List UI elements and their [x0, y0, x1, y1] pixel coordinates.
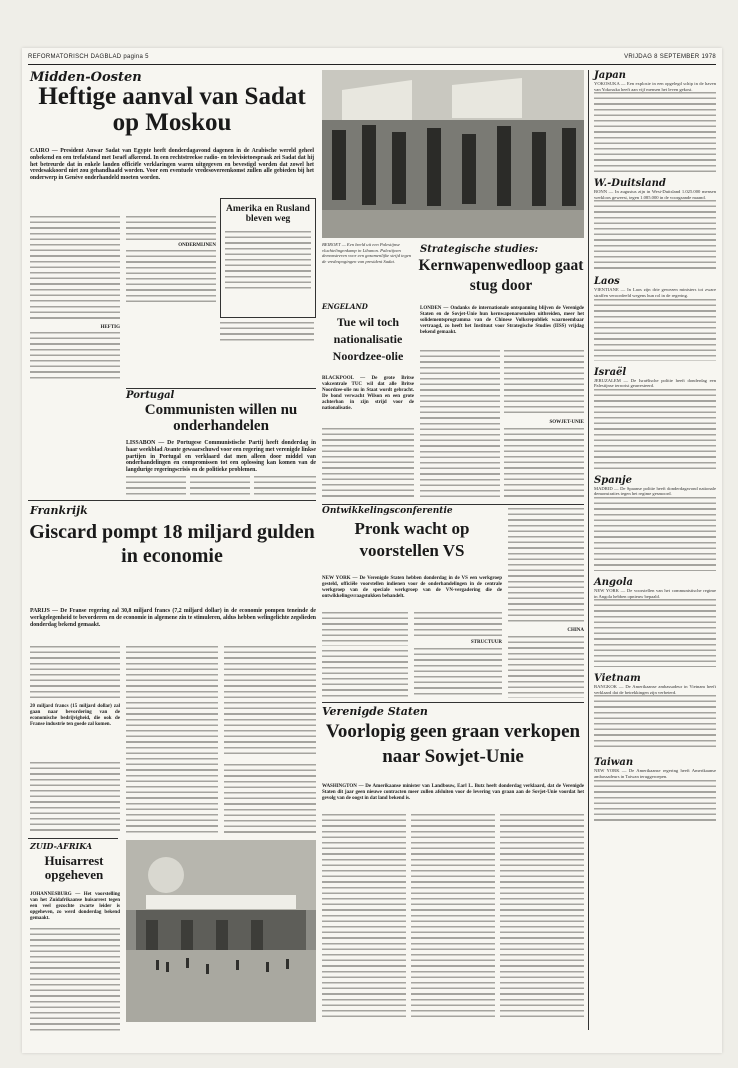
sidebar-title-w-duitsland: W.-Duitsland	[594, 178, 666, 190]
photo-beirut-image	[322, 70, 584, 238]
photo-parade	[126, 840, 316, 1022]
masthead-right: VRIJDAG 8 SEPTEMBER 1978	[624, 54, 716, 60]
photo-parade-image	[126, 840, 316, 1022]
sidebar-lines-spanje	[594, 497, 716, 571]
body-amerika-tail	[220, 322, 314, 342]
sidebar-body-w-duitsland: BONN — In augustus zijn in West-Duitsland 1.025.000 mensen werkloos geweest, tegen 1.085.000 in de voorgaande maand.	[594, 189, 716, 200]
lead-kernwapen: LONDEN — Ondanks de internationale ontspanning blijven de Verenigde Staten en de Sovjet-Unie hun kernwapenarsenalen uitbreiden, meer het solidementsprogramma van de Chinese Volksrepubliek waarneembaar vertraagd, zo heeft het Instituut voor Strategische Studies (IISS) vrijdag bekend gemaakt.	[420, 306, 584, 335]
sidebar-lines-angola	[594, 599, 716, 667]
body-pronk-col1b	[322, 650, 408, 698]
sidebar-body-angola: NEW YORK — De voorstellen van het communistische regime in Angola hebben opnieuw bepaald.	[594, 587, 716, 599]
body-giscard-col1	[30, 646, 120, 702]
lead-engeland: BLACKPOOL — De grote Britse vakcentrale TUC wil dat alle Britse Noordzee-olie nu in Staat wordt gebracht. De bond verwacht Wilson en een grote achterban in zijn strijd voor de nationalisatie.	[322, 376, 414, 411]
sidebar-title-vietnam: Vietnam	[594, 673, 641, 685]
masthead-left: REFORMATORISCH DAGBLAD pagina 5	[28, 54, 149, 60]
sidebar-title-angola: Angola	[594, 576, 633, 588]
body-portugal-col2	[190, 476, 250, 496]
body-giscard-col2	[126, 646, 218, 834]
photo-beirut	[322, 70, 584, 238]
body-kernwapen-col1	[420, 350, 500, 500]
sidebar-body-israel: JERUZALEM — De Israëlische politie heeft donderdag een Palestijnse terrorist gearresteerd.	[594, 377, 716, 389]
kicker-zuid-afrika: ZUID-AFRIKA	[30, 841, 93, 851]
headline-amerika: Amerika en Rusland bleven weg	[226, 204, 310, 224]
body-kernwapen-col2	[504, 350, 584, 416]
sidebar-body-spanje: MADRID — De Spaanse politie heeft donderdagavond nationale demonstraties tegen het regime gesmoord.	[594, 485, 716, 497]
body-engeland	[322, 428, 414, 500]
subhead-ondermijnen: ONDERMIJNEN	[178, 243, 216, 248]
body-pronk-col1	[322, 612, 408, 646]
sidebar-news	[594, 70, 716, 1030]
sidebar-lines-taiwan	[594, 780, 716, 824]
body-sadat-col2b	[126, 250, 216, 302]
subhead-china: CHINA	[567, 628, 584, 633]
body-graan-col3	[500, 814, 584, 1020]
caption-beirut: BEIROET — Een beeld uit een Palestijnse vluchtelingenkamp in Libanon. Palestijnen demonstreren voor een gezamenlijke strijd tegen de vredespogingen van president Sadat.	[322, 242, 412, 264]
kicker-portugal: Portugal	[126, 390, 175, 401]
body-huisarrest	[30, 928, 120, 1032]
lead-sadat: CAIRO — President Anwar Sadat van Egypte heeft donderdagavond dagenen in de Arabische wereld geheel onbekend en een trefafstand met Israël afkerend. In een rechtstreekse radio- en televisietoespraak zei Sadat dat hij het betreurde dat in enkele landen officiële verklaringen waren uitgegeven en bevestigd worden dat zowel het vredesakkoord niet zou gehandhaafd worden. Voor een eventuele vredesovereenkomst zullen alle gebieden bij het onderwerp in Genève onderhandeld moeten worden.	[30, 148, 314, 182]
sidebar-title-taiwan: Taiwan	[594, 757, 634, 769]
headline-portugal: Communisten willen nu onderhandelen	[144, 402, 298, 434]
body-portugal-col3	[254, 476, 316, 496]
body-kernwapen-col2b	[504, 428, 584, 500]
lead-pronk: NEW YORK — De Verenigde Staten hebben donderdag in de VS een werkgroep gesteld, officiële voorstellen indienen voor de onderhandelingen in de centrale werkgroep van de speciale werkgroep van de VN-vergadering die de ontwikkelingsvraagstukken behandelt.	[322, 576, 502, 599]
body-sadat-col1	[30, 216, 120, 302]
headline-engeland: Tue wil toch nationalisatie Noordzee-olie	[332, 315, 404, 363]
sidebar-body-laos: VIENTIANE — In Laos zijn drie gewezen ministers tot zware straffen veroordeeld wegens hun rol in de regering.	[594, 287, 716, 298]
box-amerika	[220, 198, 316, 318]
body-sadat-col2	[126, 216, 216, 240]
kicker-strategisch: Strategische studies:	[420, 244, 539, 255]
body-pronk-col2b	[414, 648, 502, 698]
body-china	[508, 636, 584, 698]
body-kernwapen-col3	[508, 508, 584, 624]
sidebar-body-vietnam: BANGKOK — De Amerikaanse ambassadeur in Vietnam heeft verklaard dat de betrekkingen zijn verbeterd.	[594, 684, 716, 695]
sidebar-title-japan: Japan	[594, 70, 626, 81]
headline-pronk: Pronk wacht op voorstellen VS	[354, 519, 470, 561]
body-sadat-col1c	[30, 332, 120, 380]
sidebar-lines-vietnam	[594, 695, 716, 751]
headline-huisarrest: Huisarrest opgeheven	[44, 853, 104, 882]
sidebar-body-taiwan: NEW YORK — De Amerikaanse regering heeft Amerikaanse ambassadeurs in Taiwan teruggeroepen.	[594, 768, 716, 779]
kicker-verenigde-staten: Verenigde Staten	[322, 705, 428, 718]
kicker-midden-oosten: Midden-Oosten	[30, 70, 142, 85]
kicker-engeland: ENGELAND	[322, 302, 368, 311]
lead-portugal: LISSABON — De Portugese Communistische Partij heeft donderdag in haar weekblad Avante gewaarschuwd voor een regering met verenigde linkse partijen in Portugal en verklaard dat men alleen door middel van onderhandelingen en compromissen tot een oplossing kan komen van de langdurige regeringscrisis en de politieke problemen.	[126, 440, 316, 474]
sidebar-lines-japan	[594, 92, 716, 172]
sidebar-lines-laos	[594, 299, 716, 361]
sidebar-body-japan: YOKOSUKA — Een explosie in een opgelegd schip in de haven van Yokosuka heeft aan vijf mensen het leven gekost.	[594, 81, 716, 92]
newspaper-page	[22, 48, 722, 1053]
body-giscard-col1b	[30, 762, 120, 834]
masthead	[28, 52, 716, 65]
sidebar-title-spanje: Spanje	[594, 474, 632, 486]
body-sadat-col1b	[30, 306, 120, 322]
headline-kernwapen: Kernwapenwedloop gaat stug door	[418, 257, 584, 295]
body-amerika	[225, 231, 311, 291]
body-washington-snippet	[224, 764, 316, 834]
subhead-structuur: STRUCTUUR	[470, 640, 502, 645]
body-graan-col2	[411, 814, 495, 1020]
lead-giscard: PARIJS — De Franse regering zal 30,8 miljard francs (7,2 miljard dollar) in de economie pompen teneinde de werkgelegenheid te bevorderen en de economie in algemene zin te stimuleren, aldus hebben welingelichte zegslieden donderdag bekend gemaakt.	[30, 608, 316, 628]
kicker-frankrijk: Frankrijk	[30, 504, 88, 517]
lead-huisarrest: JOHANNESBURG — Het voorstelling van het Zuidafrikaanse huisarrest tegen een veel gezochte zwarte leider is opgeheven, zo werd donderdag bekend gemaakt.	[30, 892, 120, 921]
sidebar-title-laos: Laos	[594, 276, 620, 288]
body-graan-col1	[322, 814, 406, 1020]
sidebar-lines-israel	[594, 389, 716, 469]
body-pronk-col2	[414, 612, 502, 636]
body-portugal-col1	[126, 476, 186, 496]
sidebar-title-israel: Israël	[594, 366, 627, 378]
subhead-sowjet: SOWJET-UNIE	[549, 420, 584, 425]
headline-graan: Voorlopig geen graan verkopen naar Sowjet-Unie	[325, 721, 581, 767]
pullquote-giscard: 20 miljard francs (15 miljard dollar) zal gaan naar bevordering van de economische bedrijvigheid, die ook de Franse industrie ten goede zal komen.	[30, 704, 120, 727]
headline-sadat: Heftige aanval van Sadat op Moskou	[38, 83, 306, 137]
kicker-ontwikkeling: Ontwikkelingsconferentie	[322, 506, 453, 516]
subhead-heftig: HEFTIG	[100, 325, 120, 330]
headline-giscard: Giscard pompt 18 miljard gulden in economie	[29, 521, 315, 567]
sidebar-lines-w-duitsland	[594, 200, 716, 270]
lead-graan: WASHINGTON — De Amerikaanse minister van Landbouw, Earl L. Butz heeft donderdag verklaard, dat de Verenigde Staten dit jaar geen nieuwe contracten meer zullen afsluiten voor de levering van graan aan de Sovjet-Unie voordat het gevolg van de oogst in dat land bekend is.	[322, 784, 584, 801]
body-giscard-col3	[224, 646, 316, 758]
